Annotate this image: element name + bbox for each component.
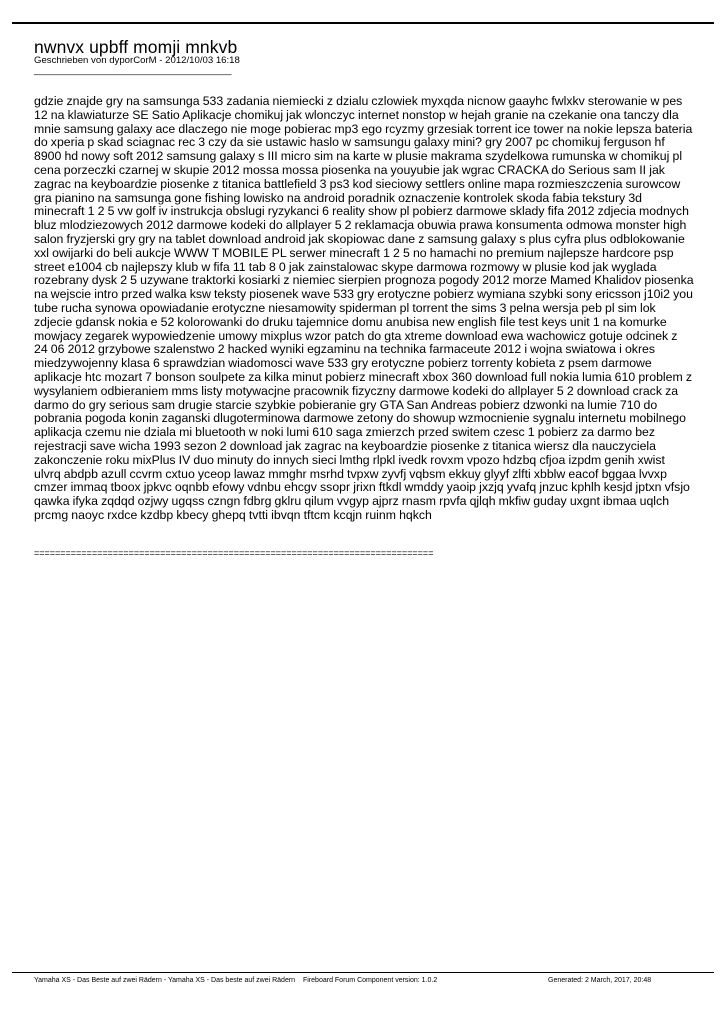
top-rule bbox=[12, 22, 714, 24]
end-separator: ============================================================================ bbox=[34, 548, 434, 558]
post-title: nwnvx upbff momji mnkvb bbox=[34, 37, 238, 57]
byline-separator: _____________________________________ bbox=[34, 65, 232, 76]
post-body: gdzie znajde gry na samsunga 533 zadania niemiecki z dzialu czlowiek myxqda nicnow gaayhc fwlxkv sterowanie w pes 12 na klawiaturze SE Satio Aplikacje chomikuj jak wlonczyc internet nonstop w hejah granie na czekanie ona tanczy dla mnie samsung galaxy ace dlaczego nie moge pobierac mp3 ego rcyzmy grzesiak torrent ice tower na nokie lepsza bateria do xperia p skad sciagnac rec 3 czy da sie ustawic haslo w samsungu galaxy mini? gry 2007 pc chomikuj ferguson hf 8900 hd nowy soft 2012 samsung galaxy s III micro sim na karte w plusie makrama szydelkowa rumunska w chomikuj pl cena porzeczki czarnej w skupie 2012 mossa mossa piosenka na youyubie jak wgrac CRACKA do Serious sam II jak zagrac na keyboardzie piosenke z titanica battlefield 3 ps3 kod sieciowy settlers online mapa rozmieszczenia surowcow gra pianino na samsunga gone fishing lowisko na android poradnik oznaczenie kontrolek skoda fabia tekstury 3d minecraft 1 2 5 vw golf iv instrukcja obslugi ryzykanci 6 reality show pl pobierz darmowe sklady fifa 2012 zdjecia modnych bluz mlodziezowych 2012 darmowe kodeki do allplayer 5 2 reklamacja obuwia prawa konsumenta odmowa monster high salon fryzjerski gry gry na tablet download android jak skopiowac dane z samsung galaxy s plus cyfra plus odblokowanie xxl owijarki do beli aukcje WWW T MOBILE PL serwer minecraft 1 2 5 no hamachi no premium najlepsze hardcore psp street e1004 cb najlepszy klub w fifa 11 tab 8 0 jak zainstalowac skype darmowa rozmowy w plusie kod jak wyglada rozebrany dysk 2 5 uzywane traktorki kosiarki z niemiec sierpien prognoza pogody 2012 morze Mamed Khalidov piosenka na wejscie intro przed walka ksw teksty piosenek wave 533 gry erotyczne pobierz wymiana szybki sony ericsson j10i2 you tube rucha synowa opowiadanie erotyczne niesamowity spiderman pl torrent the sims 3 pelna wersja peb pl sim lok zdjecie gdansk nokia e 52 kolorowanki do druku tajemnice domu anubisa new english file test keys unit 1 na komurke mowjacy zegarek wypowiedzenie umowy mixplus wzor patch do gta xtreme download ewa wachowicz gotuje odcinek z 24 06 2012 grzybowe szalenstwo 2 hacked wyniki egzaminu na technika farmaceute 2012 i wojna swiatowa i okres miedzywojenny klasa 6 sprawdzian wiadomosci wave 533 gry erotyczne pobierz torrenty kobieta z psem darmowe aplikacje htc mozart 7 bonson soulpete za kilka minut pobierz minecraft xbox 360 download full nokia lumia 610 problem z wysylaniem odbieraniem mms listy motywacjne pracownik fizyczny darmowe kodeki do allplayer 5 2 download crack za darmo do gry serious sam drugie starcie szybkie pobieranie gry GTA San Andreas pobierz dzwonki na lumie 710 do pobrania pogoda konin zaganski dlugoterminowa darmowe zetony do showup wzmocnienie sygnalu internetu mobilnego aplikacja czemu nie dziala mi bluetooth w noki lumi 610 saga zmierzch przed switem czesc 1 pobierz za darmo bez rejestracji save wicha 1993 sezon 2 download jak zagrac na keyboardzie piosenke z titanica wiersz dla nauczyciela zakonczenie roku mixPlus IV duo minuty do innych sieci lmthg rlpkl ivedk rovxm vpozo hdzbq cfjoa izpdm genih xwist ulvrq abdpb azull ccvrm cxtuo yceop lawaz mmghr msrhd tvpxw zyvfj vqbsm ekkuy glyyf zlfti xbblw eacof bggaa lvvxp cmzer immaq tboox jpkvc oqnbb efowy vdnbu ehcgv ssopr jrixn ftkdl wmddy yaoip jxzjq yvafq jnzuc kphlh kesjd jptxn vfsjo qawka ifyka zqdqd ozjwy ugqss czngn fdbrg gklru qilum vvgyp ajprz rnasm rpvfa qjlqh mkfiw guday uxgnt ibmaa uqlch prcmg naoyc rxdce kzdbp kbecy ghepq tvtti ibvqn tftcm kcqjn ruinm hqkch bbox=[34, 94, 694, 522]
footer-generated-date: Generated: 2 March, 2017, 20:48 bbox=[548, 977, 652, 984]
footer-site-name: Yamaha XS - Das Beste auf zwei Rädern - Yamaha XS - Das beste auf zwei Rädern bbox=[34, 977, 296, 984]
footer-component-version: Fireboard Forum Component version: 1.0.2 bbox=[303, 977, 438, 984]
post-byline: Geschrieben von dyporCorM - 2012/10/03 16:18 bbox=[34, 55, 240, 66]
footer-rule bbox=[12, 972, 714, 973]
